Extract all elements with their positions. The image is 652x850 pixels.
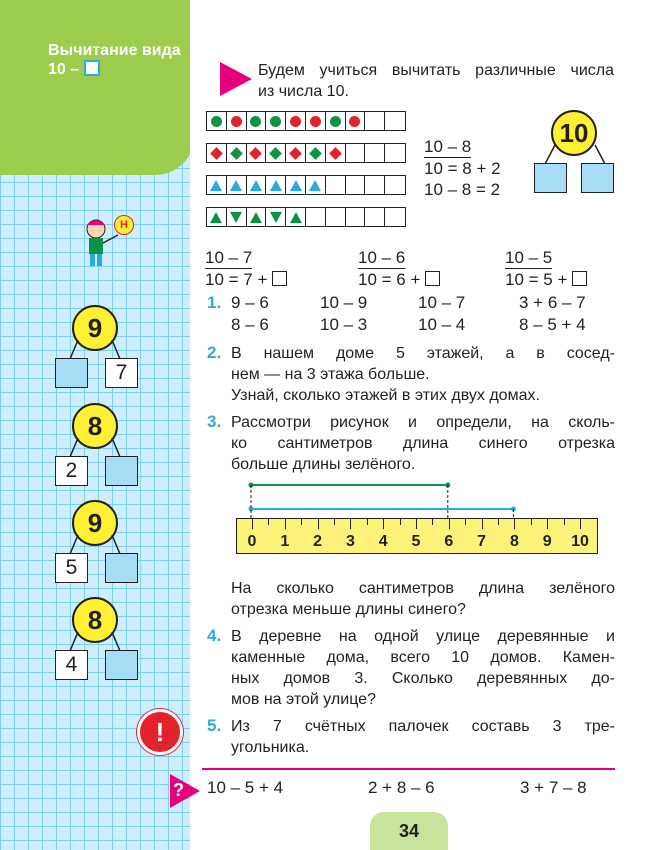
strip-cell xyxy=(346,208,366,226)
title-line2: 10 – xyxy=(48,61,80,78)
task3-text: Рассмотри рисунок и определи, на сколь- ко сантиметров длина синего отрезка больше длины зелёного. xyxy=(231,414,615,473)
ruler-tick xyxy=(531,519,532,525)
circle-icon xyxy=(349,116,360,127)
answer-box xyxy=(572,271,587,286)
tree-top-circle: 8 xyxy=(72,403,118,449)
task5-number: 5. xyxy=(207,716,222,735)
composition-right-box xyxy=(581,163,614,193)
strip-cell xyxy=(207,176,227,194)
question-mark: ? xyxy=(173,780,184,800)
answer-box xyxy=(272,271,287,286)
empty-square-icon xyxy=(84,60,100,76)
ruler-tick xyxy=(285,519,286,529)
ruler-tick xyxy=(252,519,253,529)
ruler-label: 10 xyxy=(571,533,589,550)
ruler-label: 1 xyxy=(280,533,290,550)
task1-expr: 8 – 5 + 4 xyxy=(519,315,586,334)
strip-cell xyxy=(286,144,306,162)
badge-h: Н xyxy=(114,215,134,235)
task1-expr: 10 – 9 xyxy=(320,293,368,312)
task1-expr: 3 + 6 – 7 xyxy=(519,293,586,312)
tree-top-circle: 9 xyxy=(72,305,118,351)
bottom-expr-2: 2 + 8 – 6 xyxy=(368,778,435,797)
diamond-icon xyxy=(250,147,263,160)
strip-diamonds xyxy=(206,143,406,163)
ruler-tick xyxy=(334,519,335,525)
triangle-icon xyxy=(309,180,321,191)
strip-cell xyxy=(247,176,267,194)
strip-cell xyxy=(247,112,267,130)
ruler-label: 8 xyxy=(509,533,519,550)
tree-right-box xyxy=(105,553,138,583)
strip-cell xyxy=(306,144,326,162)
bottom-expr-3: 3 + 7 – 8 xyxy=(520,778,587,797)
fraction-1: $\frac{10 - 7}{10 = 7 +}$ xyxy=(205,247,287,290)
strip-cell xyxy=(346,112,366,130)
task5-text: Из 7 счётных палочек составь 3 тре- угольника. xyxy=(231,718,615,756)
circle-icon xyxy=(211,116,222,127)
ruler-tick xyxy=(350,519,351,529)
strip-cell xyxy=(207,208,227,226)
tree-right-box xyxy=(105,456,138,486)
strip-cell xyxy=(365,144,385,162)
task2-text: В нашем доме 5 этажей, а в сосед- нем — на 3 этажа больше. Узнай, сколько этажей в этих двух домах. xyxy=(231,345,615,404)
ruler-label: 4 xyxy=(378,533,388,550)
strip-cell xyxy=(247,144,267,162)
section-title xyxy=(48,42,181,79)
strip-cell xyxy=(207,144,227,162)
task1-expr: 10 – 4 xyxy=(418,315,466,334)
strip-cell xyxy=(326,208,346,226)
circle-icon xyxy=(231,116,242,127)
triangle-icon xyxy=(210,180,222,191)
triangle-down-icon xyxy=(270,212,282,223)
strip-cell xyxy=(227,176,247,194)
diamond-icon xyxy=(329,147,342,160)
circle-icon xyxy=(330,116,341,127)
ruler-label: 9 xyxy=(542,533,552,550)
triangle-icon xyxy=(290,180,302,191)
strip-cell xyxy=(266,176,286,194)
task1-expr: 8 – 6 xyxy=(231,315,269,334)
triangle-icon xyxy=(290,212,302,223)
triangle-icon xyxy=(230,180,242,191)
ruler-tick xyxy=(268,519,269,525)
ruler-tick xyxy=(498,519,499,525)
strip-cell xyxy=(286,112,306,130)
circle-icon xyxy=(250,116,261,127)
strip-circles xyxy=(206,111,406,131)
ruler-tick xyxy=(301,519,302,525)
ruler-tick xyxy=(564,519,565,525)
circle-icon xyxy=(310,116,321,127)
tree-left-box xyxy=(55,358,88,388)
ruler-tick xyxy=(547,519,548,529)
strip-cell xyxy=(306,112,326,130)
diamond-icon xyxy=(309,147,322,160)
strip-cell xyxy=(326,144,346,162)
segments xyxy=(236,478,606,520)
triangle-icon xyxy=(250,212,262,223)
triangle-icon xyxy=(210,212,222,223)
triangle-icon xyxy=(270,180,282,191)
ruler-label: 2 xyxy=(313,533,323,550)
strip-cell xyxy=(365,208,385,226)
bottom-divider xyxy=(202,768,615,770)
task3-number: 3. xyxy=(207,412,222,431)
fraction-3: $\frac{10 - 5}{10 = 5 +}$ xyxy=(505,247,587,290)
strip-cell xyxy=(365,176,385,194)
title-line1: Вычитание вида xyxy=(48,42,181,59)
page-number: 34 xyxy=(370,812,448,850)
strip-cell xyxy=(227,112,247,130)
triangle-down-icon xyxy=(230,212,242,223)
diamond-icon xyxy=(269,147,282,160)
composition-equations: 10 – 8 10 = 8 + 2 10 – 8 = 2 xyxy=(424,137,501,199)
strip-triangles-mixed xyxy=(206,207,406,227)
tree-left-box: 2 xyxy=(55,456,88,486)
triangle-icon xyxy=(250,180,262,191)
ruler-tick xyxy=(318,519,319,529)
strip-cell xyxy=(326,176,346,194)
task1-number: 1. xyxy=(207,293,222,312)
ruler-tick xyxy=(514,519,515,529)
bottom-expr-1: 10 – 5 + 4 xyxy=(207,778,284,797)
ruler-tick xyxy=(383,519,384,529)
tree-right-box xyxy=(105,650,138,680)
tree-top-circle: 8 xyxy=(72,597,118,643)
strip-cell xyxy=(306,176,326,194)
strip-cell xyxy=(266,112,286,130)
strip-triangles xyxy=(206,175,406,195)
strip-cell xyxy=(365,112,385,130)
strip-cell xyxy=(266,144,286,162)
task3-question: На сколько сантиметров длина зелёного отрезка меньше длины синего? xyxy=(231,580,615,618)
strip-cell xyxy=(227,144,247,162)
ruler-tick xyxy=(432,519,433,525)
composition-top-circle: 10 xyxy=(551,110,597,156)
ruler-label: 7 xyxy=(477,533,487,550)
ruler-label: 0 xyxy=(247,533,257,550)
exclamation-icon: ! xyxy=(137,709,183,755)
strip-cell xyxy=(385,208,405,226)
strip-cell xyxy=(385,112,405,130)
strip-cell xyxy=(346,144,366,162)
pointer-arrow-icon xyxy=(220,62,252,96)
ruler-tick xyxy=(482,519,483,529)
task1-expr: 10 – 3 xyxy=(320,315,368,334)
ruler-label: 5 xyxy=(411,533,421,550)
circle-icon xyxy=(290,116,301,127)
composition-left-box xyxy=(534,163,567,193)
diamond-icon xyxy=(230,147,243,160)
task2-number: 2. xyxy=(207,343,222,362)
task1-expr: 9 – 6 xyxy=(231,293,269,312)
task4-text: В деревне на одной улице деревянные и каменные дома, всего 10 домов. Камен- ных домов 3. Сколько деревянных до- мов на этой улице? xyxy=(231,628,615,708)
ruler-tick xyxy=(449,519,450,529)
strip-cell xyxy=(227,208,247,226)
strip-cell xyxy=(286,176,306,194)
task1-expr: 10 – 7 xyxy=(418,293,466,312)
ruler-label: 3 xyxy=(345,533,355,550)
intro-text: Будем учиться вычитать различные числа из числа 10. xyxy=(258,62,614,100)
strip-cell xyxy=(385,144,405,162)
circle-icon xyxy=(270,116,281,127)
strip-cell xyxy=(286,208,306,226)
ruler-label: 6 xyxy=(444,533,454,550)
fraction-2: $\frac{10 - 6}{10 = 6 +}$ xyxy=(358,247,440,290)
ruler xyxy=(236,518,598,554)
ruler-tick xyxy=(465,519,466,525)
ruler-tick xyxy=(416,519,417,529)
strip-cell xyxy=(266,208,286,226)
strip-cell xyxy=(346,176,366,194)
tree-top-circle: 9 xyxy=(72,500,118,546)
strip-cell xyxy=(306,208,326,226)
diamond-icon xyxy=(210,147,223,160)
strip-cell xyxy=(385,176,405,194)
ruler-tick xyxy=(580,519,581,529)
ruler-tick xyxy=(367,519,368,525)
answer-box xyxy=(425,271,440,286)
tree-left-box: 4 xyxy=(55,650,88,680)
strip-cell xyxy=(247,208,267,226)
tree-left-box: 5 xyxy=(55,553,88,583)
tree-right-box: 7 xyxy=(105,358,138,388)
ruler-tick xyxy=(400,519,401,525)
task4-number: 4. xyxy=(207,626,222,645)
diamond-icon xyxy=(289,147,302,160)
strip-cell xyxy=(326,112,346,130)
strip-cell xyxy=(207,112,227,130)
